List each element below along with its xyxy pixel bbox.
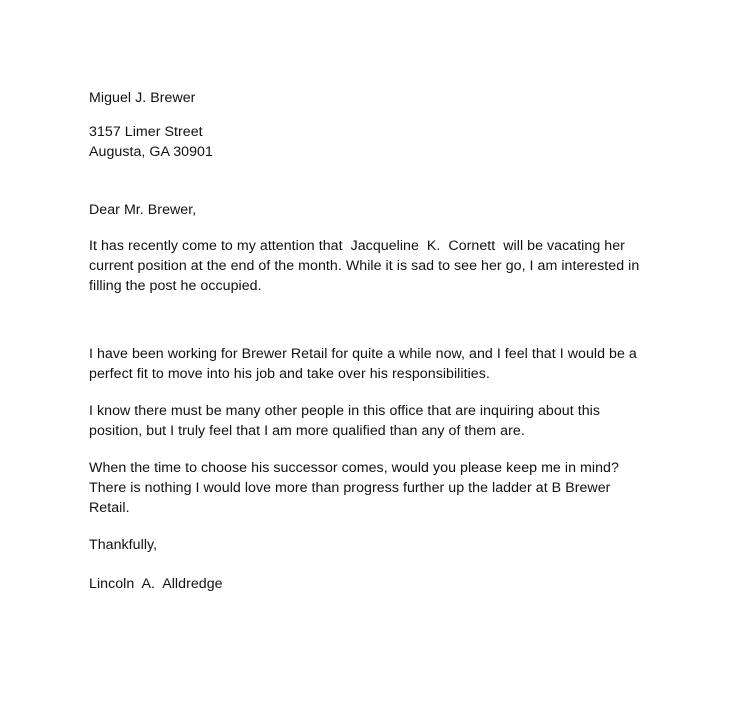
paragraph-1: It has recently come to my attention that Jacqueline K. Cornett will be vacating her current position at the end of the month. While it is sad to see her go, I am interested in filling the post he occupied. (89, 238, 644, 294)
address-line-1: 3157 Limer Street (89, 124, 203, 140)
paragraph-3: I know there must be many other people in this office that are inquiring about this position, but I truly feel that I am more qualified than any of them are. (89, 403, 604, 439)
signature-name: Lincoln A. Alldredge (89, 576, 223, 592)
letter-body (89, 88, 649, 594)
sender-name: Miguel J. Brewer (89, 90, 196, 106)
address-block (89, 122, 649, 162)
paragraph-2: I have been working for Brewer Retail for quite a while now, and I feel that I would be a perfect fit to move into his job and take over his responsibilities. (89, 346, 641, 382)
closing: Thankfully, (89, 537, 158, 553)
address-line-2: Augusta, GA 30901 (89, 144, 213, 160)
paragraph-4: When the time to choose his successor comes, would you please keep me in mind? There is nothing I would love more than progress further up the ladder at B Brewer Retail. (89, 460, 623, 516)
salutation: Dear Mr. Brewer, (89, 202, 197, 218)
